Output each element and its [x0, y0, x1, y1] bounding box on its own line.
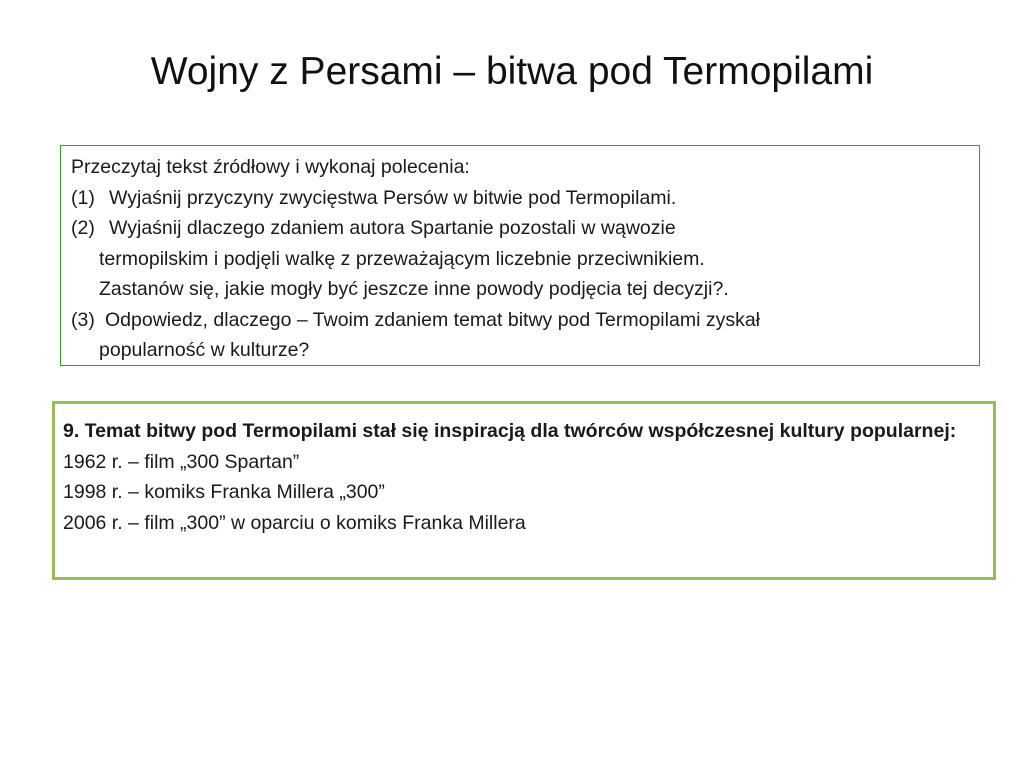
instructions-intro: Przeczytaj tekst źródłowy i wykonaj polecenia: — [71, 156, 470, 178]
pop-culture-box — [52, 401, 996, 580]
instruction-text-continued: Zastanów się, jakie mogły być jeszcze inne powody podjęcia tej decyzji?. — [99, 278, 729, 300]
pop-culture-entry: 1962 r. – film „300 Spartan” — [63, 450, 300, 473]
pop-culture-entry: 1998 r. – komiks Franka Millera „300” — [63, 481, 385, 503]
instruction-item-3 — [71, 305, 969, 336]
instruction-number: (1) — [71, 186, 95, 209]
instruction-text-continued: popularność w kulturze? — [99, 339, 310, 361]
instruction-number: (2) — [71, 217, 95, 239]
pop-culture-heading: 9. Temat bitwy pod Termopilami stał się inspiracją dla twórców współczesnej kultury popularnej: — [63, 420, 957, 442]
instructions-box — [60, 145, 980, 366]
pop-culture-entry: 2006 r. – film „300” w oparciu o komiks Franka Millera — [63, 511, 526, 534]
instruction-text: Odpowiedz, dlaczego – Twoim zdaniem temat bitwy pod Termopilami zyskał — [105, 308, 760, 331]
instruction-text: Wyjaśnij dlaczego zdaniem autora Spartanie pozostali w wąwozie — [109, 217, 676, 239]
instruction-text: Wyjaśnij przyczyny zwycięstwa Persów w bitwie pod Termopilami. — [109, 186, 677, 209]
instruction-number: (3) — [71, 308, 95, 331]
instruction-item-2 — [71, 213, 969, 244]
slide-title: Wojny z Persami – bitwa pod Termopilami — [150, 50, 874, 93]
instruction-text-continued: termopilskim i podjęli walkę z przeważającym liczebnie przeciwnikiem. — [99, 247, 705, 270]
instruction-item-1 — [71, 183, 969, 214]
